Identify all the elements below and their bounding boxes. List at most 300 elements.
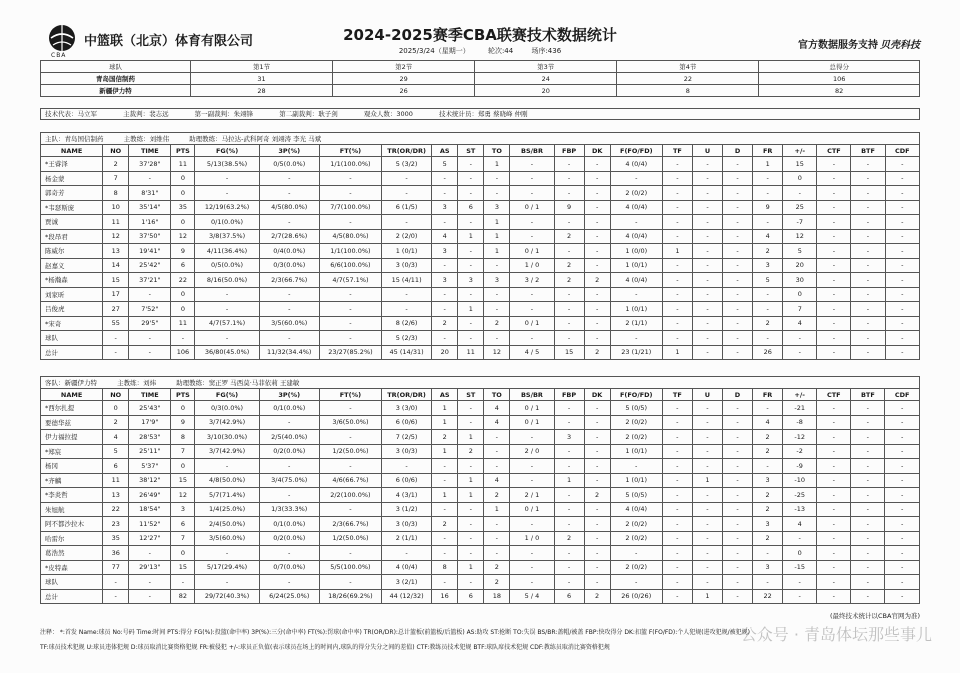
team-label: 主队：青岛国信制药 bbox=[45, 135, 104, 143]
stat-cell: - bbox=[662, 430, 692, 445]
stat-cell: 15 bbox=[783, 157, 817, 172]
stat-cell: 4 bbox=[753, 229, 783, 244]
stat-cell: - bbox=[458, 331, 484, 346]
stat-cell: - bbox=[195, 186, 259, 201]
stat-cell: 1 bbox=[458, 302, 484, 317]
stat-cell: 2 bbox=[584, 589, 610, 604]
score-cell: 29 bbox=[333, 73, 475, 85]
stat-cell: - bbox=[722, 459, 752, 474]
stat-cell: 25'11" bbox=[129, 444, 171, 459]
stat-cell: - bbox=[817, 273, 851, 288]
stat-cell: - bbox=[484, 331, 510, 346]
stat-cell: 3 bbox=[171, 502, 195, 517]
stat-cell: - bbox=[432, 546, 458, 561]
stat-cell: - bbox=[195, 171, 259, 186]
stat-cell: 2 (0/2) bbox=[610, 560, 662, 575]
player-row bbox=[41, 171, 920, 186]
stat-cell: 2 bbox=[484, 575, 510, 590]
player-row bbox=[41, 331, 920, 346]
stat-cell: - bbox=[458, 415, 484, 430]
stat-cell: - bbox=[723, 200, 753, 215]
stat-cell: 2 bbox=[753, 430, 783, 445]
stat-cell: - bbox=[851, 186, 885, 201]
stat-cell: - bbox=[129, 171, 171, 186]
away-team-stats-table bbox=[40, 376, 920, 604]
player-name: *宋奇 bbox=[41, 316, 103, 331]
tech-rep: 技术代表：马立军 bbox=[45, 110, 97, 118]
stat-cell: - bbox=[458, 531, 484, 546]
stat-cell: 0/5(0.0%) bbox=[195, 258, 259, 273]
stat-cell: 1 (0/1) bbox=[610, 302, 662, 317]
total-row bbox=[41, 589, 920, 604]
score-cell: 20 bbox=[475, 85, 617, 97]
stat-cell: 3 (2/1) bbox=[382, 575, 432, 590]
stat-cell: - bbox=[584, 502, 610, 517]
stat-cell: - bbox=[610, 331, 662, 346]
stat-cell: - bbox=[723, 244, 753, 259]
score-team: 新疆伊力特 bbox=[41, 85, 191, 97]
stat-cell: - bbox=[195, 459, 259, 474]
stat-cell: 1'16" bbox=[129, 215, 171, 230]
stat-cell: 4 bbox=[783, 316, 817, 331]
game-round: 轮次:44 bbox=[487, 47, 514, 55]
stat-cell: 13 bbox=[103, 244, 129, 259]
team-info-row bbox=[41, 377, 920, 389]
stat-cell: 5 bbox=[783, 244, 817, 259]
second-referee: 第二副裁判：耿子剑 bbox=[279, 110, 338, 118]
player-row bbox=[41, 316, 920, 331]
column-header: BTF bbox=[851, 389, 885, 401]
column-header: NO bbox=[103, 389, 129, 401]
column-header: TF bbox=[662, 389, 692, 401]
stat-cell: 11'52" bbox=[129, 517, 171, 532]
stat-cell: 0/7(0.0%) bbox=[259, 560, 319, 575]
stat-cell: 7'52" bbox=[129, 302, 171, 317]
stat-cell: - bbox=[584, 287, 610, 302]
stat-cell: - bbox=[129, 331, 171, 346]
stat-cell: 4 bbox=[753, 415, 783, 430]
stat-cell: - bbox=[692, 215, 722, 230]
stat-cell: 2 bbox=[458, 444, 484, 459]
stat-cell: - bbox=[692, 517, 722, 532]
stat-cell: - bbox=[783, 345, 817, 360]
stat-cell: - bbox=[554, 157, 584, 172]
stat-cell: - bbox=[458, 258, 484, 273]
watermark: 公众号 · 青岛体坛那些事儿 bbox=[740, 625, 932, 644]
stat-cell: 3/5(60.0%) bbox=[259, 316, 319, 331]
stat-cell: - bbox=[510, 186, 554, 201]
stat-cell: - bbox=[662, 459, 692, 474]
stat-cell: 2 bbox=[484, 316, 510, 331]
stat-cell: - bbox=[885, 589, 920, 604]
stat-cell: 4 bbox=[484, 473, 510, 488]
stat-cell: 1 bbox=[554, 473, 584, 488]
score-header-cell: 第4节 bbox=[617, 61, 759, 73]
stat-cell: - bbox=[458, 157, 484, 172]
stat-cell: - bbox=[510, 473, 554, 488]
player-name: *李炎哲 bbox=[41, 488, 103, 503]
stat-cell: 1 bbox=[484, 229, 510, 244]
stat-cell: - bbox=[510, 171, 554, 186]
stat-cell: 8'31" bbox=[129, 186, 171, 201]
stat-cell: 2/3(66.7%) bbox=[319, 517, 381, 532]
stat-cell: - bbox=[662, 444, 692, 459]
player-row bbox=[41, 430, 920, 445]
stat-cell: - bbox=[319, 287, 381, 302]
stats-body bbox=[41, 401, 920, 604]
column-header: FBP bbox=[554, 145, 584, 157]
score-header-cell: 球队 bbox=[41, 61, 191, 73]
stat-cell: 37'21" bbox=[129, 273, 171, 288]
stat-cell: 5 (2/3) bbox=[382, 331, 432, 346]
column-header: F(FO/FD) bbox=[610, 145, 662, 157]
stat-cell: 12 bbox=[484, 345, 510, 360]
stat-cell: - bbox=[753, 401, 783, 416]
stat-cell: - bbox=[584, 401, 610, 416]
stat-cell: 2/7(28.6%) bbox=[259, 229, 319, 244]
column-header: U bbox=[692, 145, 722, 157]
stat-cell: - bbox=[103, 345, 129, 360]
stat-cell: 2 (0/2) bbox=[610, 531, 662, 546]
stat-cell: 5 / 4 bbox=[510, 589, 554, 604]
stat-cell: 3 (0/3) bbox=[382, 444, 432, 459]
stat-cell: 4/5(80.0%) bbox=[319, 229, 381, 244]
stat-cell: 11 bbox=[103, 215, 129, 230]
stat-cell: - bbox=[722, 401, 752, 416]
stat-cell: 6 bbox=[458, 589, 484, 604]
stat-cell: 4 (3/1) bbox=[382, 488, 432, 503]
final-stats-note: (最终技术统计以CBA官网为准) bbox=[829, 612, 920, 620]
player-row bbox=[41, 444, 920, 459]
stat-cell: - bbox=[195, 302, 259, 317]
stat-cell: 23 (1/21) bbox=[610, 345, 662, 360]
stat-cell: 37'50" bbox=[129, 229, 171, 244]
column-header: TR(OR/DR) bbox=[382, 145, 432, 157]
sheet-header bbox=[40, 22, 920, 58]
stat-cell: 2 (1/1) bbox=[382, 531, 432, 546]
player-name: *西尔扎提 bbox=[41, 401, 103, 416]
stat-cell: - bbox=[783, 186, 817, 201]
stat-cell: 5 bbox=[432, 157, 458, 172]
stat-cell: 0/5(0.0%) bbox=[259, 157, 319, 172]
stats-header bbox=[41, 389, 920, 401]
stat-cell: 6 (0/6) bbox=[382, 473, 432, 488]
stat-cell: - bbox=[817, 430, 851, 445]
stat-cell: 1 bbox=[484, 244, 510, 259]
organization-name: 中篮联（北京）体育有限公司 bbox=[84, 34, 254, 49]
player-name: 贾诚 bbox=[41, 215, 103, 230]
column-header: FG(%) bbox=[195, 145, 259, 157]
stat-cell: 3 (3/0) bbox=[382, 401, 432, 416]
stat-cell: 4 (0/4) bbox=[610, 273, 662, 288]
stat-cell: 1 bbox=[692, 473, 722, 488]
stat-cell: - bbox=[259, 287, 319, 302]
stat-cell: 11 bbox=[171, 316, 195, 331]
stat-cell: 11 bbox=[171, 157, 195, 172]
stat-cell: - bbox=[662, 517, 692, 532]
stat-cell: - bbox=[554, 444, 584, 459]
player-name: 朱旭航 bbox=[41, 502, 103, 517]
stat-cell: - bbox=[783, 531, 817, 546]
stat-cell: 0/1(0.0%) bbox=[195, 215, 259, 230]
stat-cell: 3/7(42.9%) bbox=[195, 415, 259, 430]
column-header: CTF bbox=[817, 389, 851, 401]
stat-cell: 12 bbox=[171, 488, 195, 503]
stat-cell: - bbox=[692, 502, 722, 517]
stat-cell: - bbox=[432, 258, 458, 273]
chief-referee: 主裁判：裴志远 bbox=[123, 110, 169, 118]
stat-cell: 38'12" bbox=[129, 473, 171, 488]
stat-cell: - bbox=[458, 186, 484, 201]
stat-cell: - bbox=[692, 345, 722, 360]
stat-cell: - bbox=[554, 517, 584, 532]
stat-cell: - bbox=[692, 302, 722, 317]
game-meta bbox=[340, 46, 620, 56]
stat-cell: - bbox=[554, 215, 584, 230]
stat-cell: 3/10(30.0%) bbox=[195, 430, 259, 445]
player-name: 杨金蒙 bbox=[41, 171, 103, 186]
stat-cell: - bbox=[851, 546, 885, 561]
stat-cell: 12 bbox=[783, 229, 817, 244]
stat-cell: 4/7(57.1%) bbox=[319, 273, 381, 288]
stat-cell: 18 bbox=[484, 589, 510, 604]
assistant-coaches: 助理教练：窦正罗 马西莫·马菲依莉 王建敏 bbox=[176, 379, 300, 387]
stat-cell: 0 / 1 bbox=[510, 502, 554, 517]
stat-cell: 25 bbox=[783, 200, 817, 215]
stat-cell: 4/8(50.0%) bbox=[195, 473, 259, 488]
stat-cell: 2 (2/0) bbox=[382, 229, 432, 244]
stat-cell: 17 bbox=[103, 287, 129, 302]
stat-cell: 12 bbox=[103, 229, 129, 244]
stat-cell: - bbox=[817, 215, 851, 230]
stat-cell: 4 (0/4) bbox=[610, 157, 662, 172]
stat-cell: - bbox=[817, 589, 851, 604]
player-name: 阿不都沙拉木 bbox=[41, 517, 103, 532]
stat-cell: 15 (4/11) bbox=[382, 273, 432, 288]
stat-cell: - bbox=[584, 531, 610, 546]
stat-cell: 3 bbox=[432, 200, 458, 215]
stat-cell: 1 bbox=[432, 401, 458, 416]
stat-cell: - bbox=[432, 502, 458, 517]
player-row bbox=[41, 546, 920, 561]
stat-cell: - bbox=[722, 575, 752, 590]
player-name: 哈雷尔 bbox=[41, 531, 103, 546]
stat-cell: 3 bbox=[753, 258, 783, 273]
player-name: 球队 bbox=[41, 575, 103, 590]
stat-cell: - bbox=[432, 531, 458, 546]
column-header: AS bbox=[432, 145, 458, 157]
player-name: 杨冈 bbox=[41, 459, 103, 474]
stat-cell: - bbox=[692, 273, 722, 288]
stat-cell: - bbox=[171, 331, 195, 346]
stat-cell: 1/4(25.0%) bbox=[195, 502, 259, 517]
stat-cell: - bbox=[783, 331, 817, 346]
sponsor-brand: 贝壳科技 bbox=[880, 40, 920, 51]
stat-cell: - bbox=[692, 531, 722, 546]
stat-cell: - bbox=[610, 215, 662, 230]
stat-cell: - bbox=[692, 171, 722, 186]
stat-cell: 4 (0/4) bbox=[382, 560, 432, 575]
stat-cell: - bbox=[662, 502, 692, 517]
stat-cell: - bbox=[885, 415, 920, 430]
stat-cell: - bbox=[885, 502, 920, 517]
stat-cell: 2 bbox=[103, 415, 129, 430]
player-row bbox=[41, 157, 920, 172]
stat-cell: - bbox=[319, 546, 381, 561]
column-header: TO bbox=[484, 389, 510, 401]
legend-line-1: 注释： *:首发 Name:球员 No:号码 Time:时间 PTS:得分 FG(%):投篮(命中率) 3P(%):三分(命中率) FT(%):罚球(命中率) TR(OR/DR):总计篮板(前篮板/后篮板) AS:助攻 ST:抢断 TO:失误 BS/BR:盖帽/被盖 FBP:快攻得分 DK:扣篮 F(FO/FD):个人犯规(进攻犯规/被犯规) bbox=[40, 629, 750, 636]
stat-cell: - bbox=[319, 401, 381, 416]
stat-cell: 6 (0/6) bbox=[382, 415, 432, 430]
stat-cell: - bbox=[510, 430, 554, 445]
stat-cell: - bbox=[510, 229, 554, 244]
stat-cell: 0 bbox=[171, 546, 195, 561]
stat-cell: - bbox=[510, 331, 554, 346]
stat-cell: - bbox=[885, 517, 920, 532]
stat-cell: 5 bbox=[103, 444, 129, 459]
stat-cell: - bbox=[817, 229, 851, 244]
column-header: U bbox=[692, 389, 722, 401]
column-header: NAME bbox=[41, 145, 103, 157]
stat-cell: - bbox=[692, 430, 722, 445]
column-header: BS/BR bbox=[510, 389, 554, 401]
stat-cell: - bbox=[195, 546, 259, 561]
stat-cell: - bbox=[885, 560, 920, 575]
stat-cell: - bbox=[382, 215, 432, 230]
stat-cell: - bbox=[723, 229, 753, 244]
stat-cell: - bbox=[510, 302, 554, 317]
column-header: 3P(%) bbox=[259, 145, 319, 157]
stat-cell: - bbox=[885, 430, 920, 445]
stat-cell: - bbox=[554, 502, 584, 517]
stat-cell: - bbox=[723, 273, 753, 288]
stat-cell: 0/3(0.0%) bbox=[195, 401, 259, 416]
stat-cell: 2 bbox=[484, 488, 510, 503]
stat-cell: - bbox=[458, 287, 484, 302]
player-name: *王睿泽 bbox=[41, 157, 103, 172]
stat-cell: - bbox=[722, 546, 752, 561]
stat-cell: 1 bbox=[484, 215, 510, 230]
column-header: FBP bbox=[554, 389, 584, 401]
stat-cell: - bbox=[584, 430, 610, 445]
team-label: 客队：新疆伊力特 bbox=[45, 379, 97, 387]
stat-cell: 19'41" bbox=[129, 244, 171, 259]
stat-cell: 1 (0/1) bbox=[382, 244, 432, 259]
stat-cell: 35'14" bbox=[129, 200, 171, 215]
team-info-cell bbox=[41, 377, 920, 389]
stat-cell: - bbox=[662, 229, 692, 244]
team-info-row bbox=[41, 133, 920, 145]
stat-cell: 8 bbox=[432, 560, 458, 575]
stats-header bbox=[41, 145, 920, 157]
stat-cell: 1 bbox=[458, 430, 484, 445]
stat-cell: 3 bbox=[484, 273, 510, 288]
player-name: 陈威尔 bbox=[41, 244, 103, 259]
stat-cell: 9 bbox=[753, 200, 783, 215]
stat-cell: 36 bbox=[103, 546, 129, 561]
score-cell: 26 bbox=[333, 85, 475, 97]
stat-cell: - bbox=[692, 415, 722, 430]
stat-cell: 6/24(25.0%) bbox=[259, 589, 319, 604]
stat-cell: 35 bbox=[103, 531, 129, 546]
stat-cell: - bbox=[259, 331, 319, 346]
stat-cell: 3 bbox=[753, 517, 783, 532]
stat-cell: - bbox=[662, 287, 692, 302]
stat-cell: - bbox=[722, 430, 752, 445]
stat-cell: 0 bbox=[171, 459, 195, 474]
stat-cell: - bbox=[753, 186, 783, 201]
player-row bbox=[41, 531, 920, 546]
stat-cell: 8 bbox=[171, 430, 195, 445]
column-header: PTS bbox=[171, 389, 195, 401]
stat-cell: - bbox=[662, 575, 692, 590]
stat-cell: - bbox=[584, 229, 610, 244]
stat-cell: 2 bbox=[432, 517, 458, 532]
stat-cell: 2 bbox=[103, 157, 129, 172]
stat-cell: 4 / 5 bbox=[510, 345, 554, 360]
stat-cell: - bbox=[722, 531, 752, 546]
column-header: DK bbox=[584, 389, 610, 401]
player-name: *韦瑟斯庞 bbox=[41, 200, 103, 215]
stat-cell: - bbox=[103, 331, 129, 346]
stat-cell: 12 bbox=[171, 229, 195, 244]
stat-cell: 0 bbox=[103, 401, 129, 416]
stat-cell: - bbox=[851, 531, 885, 546]
column-header-row bbox=[41, 145, 920, 157]
stat-cell: 3 bbox=[753, 473, 783, 488]
stat-cell: - bbox=[458, 215, 484, 230]
stat-cell: 6 bbox=[103, 459, 129, 474]
stat-cell: - bbox=[484, 186, 510, 201]
score-row bbox=[41, 85, 920, 97]
stat-cell: - bbox=[662, 316, 692, 331]
stat-cell: - bbox=[817, 200, 851, 215]
stat-cell: - bbox=[458, 401, 484, 416]
stat-cell: 25'42" bbox=[129, 258, 171, 273]
stat-cell: - bbox=[851, 444, 885, 459]
stat-cell: 8/16(50.0%) bbox=[195, 273, 259, 288]
column-header: FG(%) bbox=[195, 389, 259, 401]
stat-cell: - bbox=[584, 244, 610, 259]
stat-cell: - bbox=[662, 560, 692, 575]
stat-cell: - bbox=[851, 401, 885, 416]
stat-cell: - bbox=[753, 459, 783, 474]
stat-cell: - bbox=[753, 171, 783, 186]
stat-cell: - bbox=[885, 200, 919, 215]
stat-cell: 2 (0/2) bbox=[610, 186, 662, 201]
stat-cell: - bbox=[458, 517, 484, 532]
stat-cell: 4 bbox=[484, 401, 510, 416]
stat-cell: 106 bbox=[171, 345, 195, 360]
player-row bbox=[41, 244, 920, 259]
stat-cell: - bbox=[722, 502, 752, 517]
stat-cell: - bbox=[817, 517, 851, 532]
stat-cell: - bbox=[885, 157, 919, 172]
player-row bbox=[41, 273, 920, 288]
stat-cell: - bbox=[319, 575, 381, 590]
stat-cell: 6/6(100.0%) bbox=[319, 258, 381, 273]
stat-cell: - bbox=[851, 473, 885, 488]
stat-cell: - bbox=[885, 546, 920, 561]
stat-cell: - bbox=[259, 575, 319, 590]
stat-cell: - bbox=[851, 244, 885, 259]
stat-cell: - bbox=[319, 316, 381, 331]
player-row bbox=[41, 215, 920, 230]
column-header: FR bbox=[753, 389, 783, 401]
column-header: D bbox=[723, 145, 753, 157]
stat-cell: 4 bbox=[432, 229, 458, 244]
stat-cell: - bbox=[851, 258, 885, 273]
